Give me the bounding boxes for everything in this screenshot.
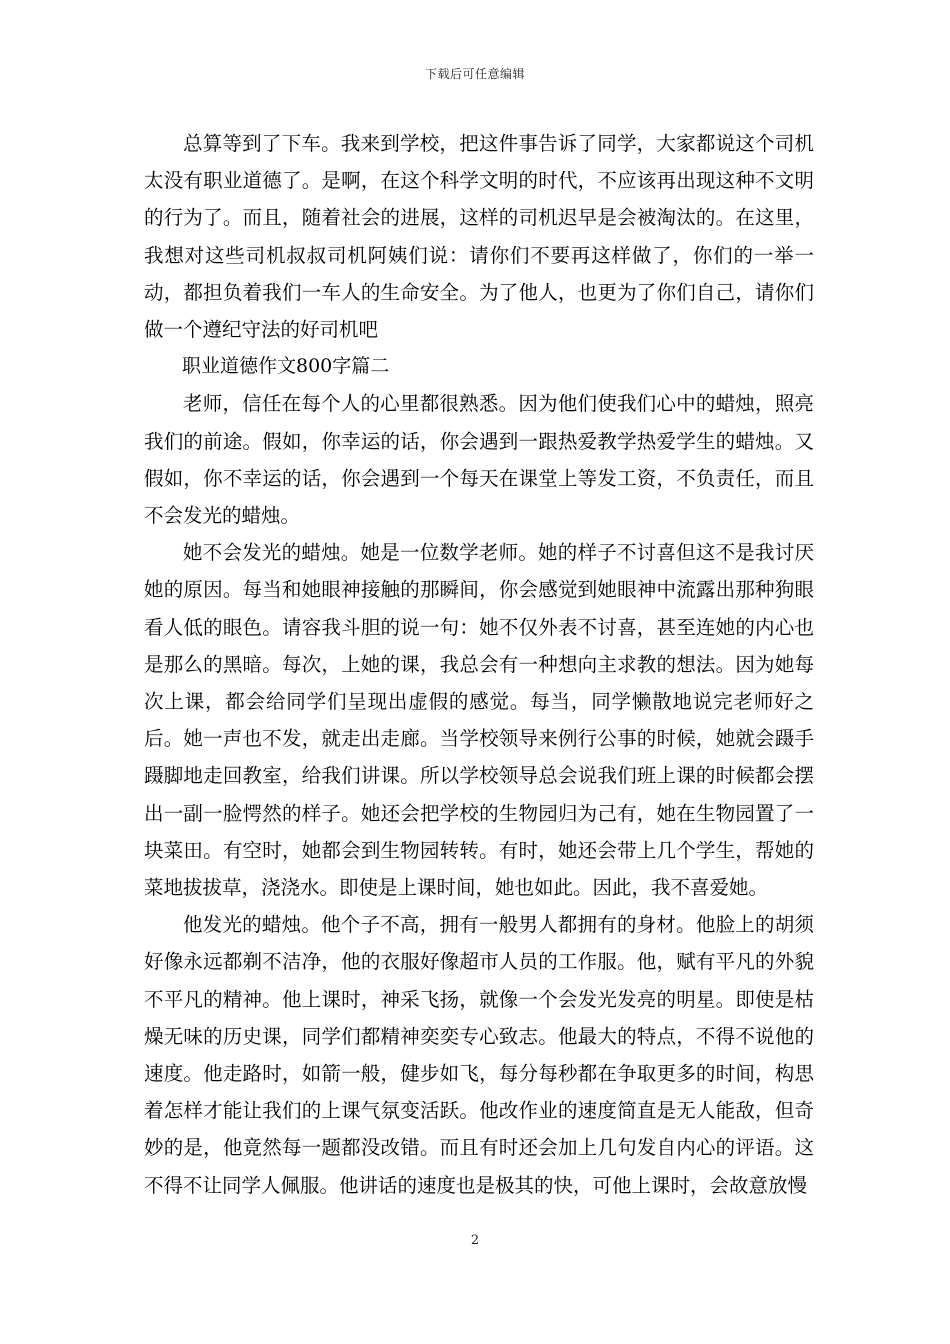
paragraph-4: 他发光的蜡烛。他个子不高，拥有一般男人都拥有的身材。他脸上的胡须好像永远都剃不洁净，他的衣服好像超市人员的工作服。他，赋有平凡的外貌不平凡的精神。他上课时，神采飞扬，就像一个会发光发亮的明星。即使是枯燥无味的历史课，同学们都精神奕奕专心致志。他最大的特点，不得不说他的速度。他走路时，如箭一般，健步如飞，每分每秒都在争取更多的时间，构思着怎样才能让我们的上课气氛变活跃。他改作业的速度简直是无人能敌，但奇妙的是，他竟然每一题都没改错。而且有时还会加上几句发自内心的评语。这不得不让同学人佩服。他讲话的速度也是极其的快，可他上课时，会故意放慢 (144, 913, 814, 1197)
page-header: 下载后可任意编辑 (424, 67, 525, 81)
paragraph-2: 老师，信任在每个人的心里都很熟悉。因为他们使我们心中的蜡烛，照亮我们的前途。假如，你幸运的话，你会遇到一跟热爱教学热爱学生的蜡烛。又假如，你不幸运的话，你会遇到一个每天在课堂上等发工资，不负责任，而且不会发光的蜡烛。 (144, 392, 814, 528)
section-title: 职业道德作文800字篇二 (182, 355, 390, 378)
document-body (144, 125, 814, 1204)
paragraph-1: 总算等到了下车。我来到学校，把这件事告诉了同学，大家都说这个司机太没有职业道德了。是啊，在这个科学文明的时代，不应该再出现这种不文明的行为了。而且，随着社会的进展，这样的司机迟早是会被淘汰的。在这里，我想对这些司机叔叔司机阿姨们说：请你们不要再这样做了，你们的一举一动，都担负着我们一车人的生命安全。为了他人，也更为了你们自己，请你们做一个遵纪守法的好司机吧 (144, 132, 814, 342)
paragraph-3: 她不会发光的蜡烛。她是一位数学老师。她的样子不讨喜但这不是我讨厌她的原因。每当和她眼神接触的那瞬间，你会感觉到她眼神中流露出那种狗眼看人低的眼色。请容我斗胆的说一句：她不仅外表不讨喜，甚至连她的内心也是那么的黑暗。每次，上她的课，我总会有一种想向主求教的想法。因为她每次上课，都会给同学们呈现出虚假的感觉。每当，同学懒散地说完老师好之后。她一声也不发，就走出走廊。当学校领导来例行公事的时候，她就会蹑手蹑脚地走回教室，给我们讲课。所以学校领导总会说我们班上课的时候都会摆出一副一脸愕然的样子。她还会把学校的生物园归为己有，她在生物园置了一块菜田。有空时，她都会到生物园转转。有时，她还会带上几个学生，帮她的菜地拔拔草，浇浇水。即使是上课时间，她也如此。因此，我不喜爱她。 (144, 541, 814, 900)
page-number: 2 (470, 1233, 480, 1248)
